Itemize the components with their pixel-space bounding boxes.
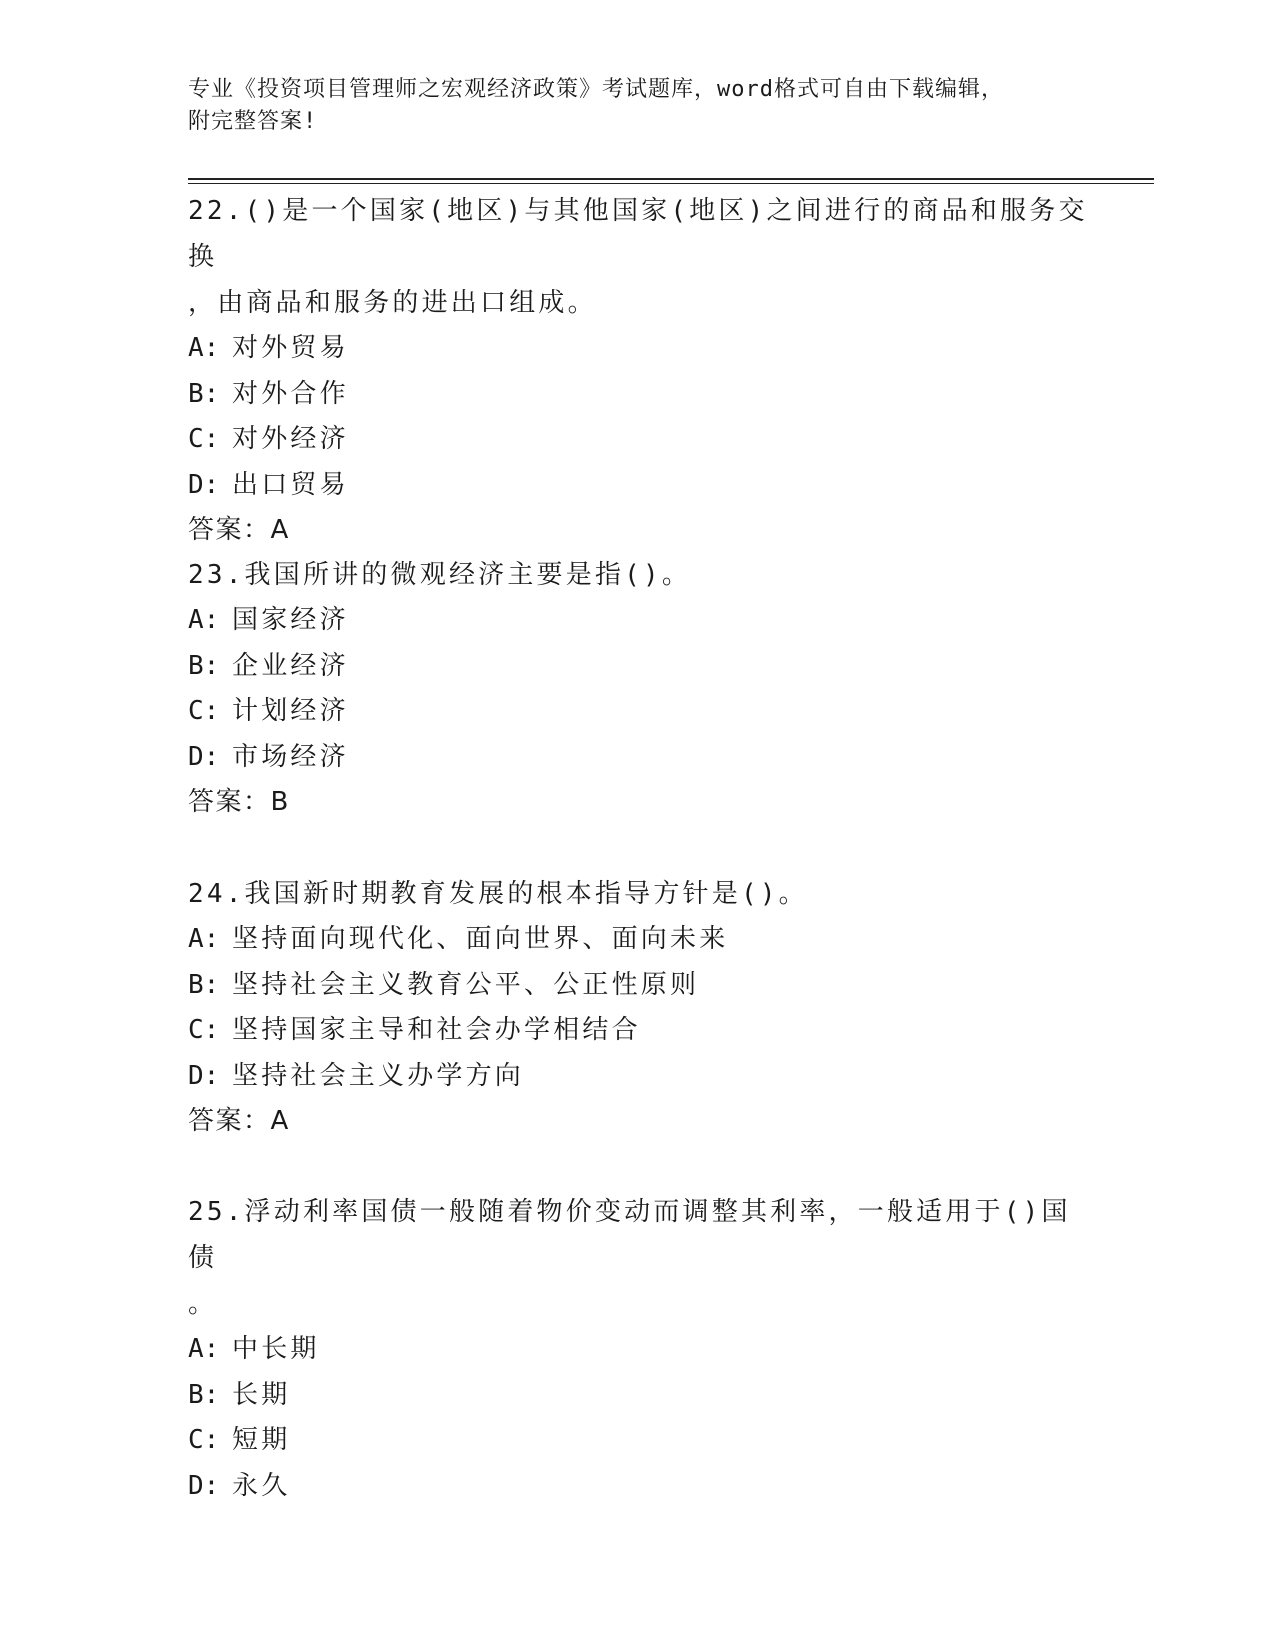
option-d	[188, 463, 1088, 509]
option-c	[188, 689, 1088, 735]
option-letter: B:	[188, 969, 220, 1000]
option-c	[188, 1418, 1088, 1464]
option-b	[188, 644, 1088, 690]
option-text: 坚持国家主导和社会办学相结合	[232, 1015, 641, 1045]
option-text: 国家经济	[232, 605, 349, 635]
option-letter: B:	[188, 1379, 220, 1410]
option-c	[188, 417, 1088, 463]
option-letter: A:	[188, 333, 220, 363]
option-letter: B:	[188, 378, 220, 409]
option-a	[188, 326, 1088, 372]
option-text: 坚持社会主义办学方向	[232, 1060, 525, 1091]
question-stem-continued: 。	[188, 1289, 218, 1319]
option-a	[188, 917, 1088, 963]
option-letter: C:	[188, 1015, 220, 1045]
question-24	[188, 871, 1088, 1145]
option-b	[188, 372, 1088, 418]
option-text: 计划经济	[232, 696, 349, 726]
option-letter: D:	[188, 1060, 220, 1091]
option-text: 中长期	[232, 1334, 320, 1364]
question-stem: 23.我国所讲的微观经济主要是指()。	[188, 560, 692, 590]
option-text: 企业经济	[232, 650, 349, 681]
answer-line: 答案：A	[188, 515, 290, 545]
option-text: 长期	[232, 1379, 291, 1410]
option-text: 永久	[232, 1470, 291, 1501]
option-text: 坚持社会主义教育公平、公正性原则	[232, 969, 700, 1000]
option-letter: D:	[188, 741, 220, 772]
document-header	[188, 74, 1088, 138]
question-25	[188, 1189, 1088, 1509]
option-text: 对外合作	[232, 378, 349, 409]
question-stem: 24.我国新时期教育发展的根本指导方针是()。	[188, 879, 808, 909]
question-stem: 25.浮动利率国债一般随着物价变动而调整其利率，一般适用于()国债	[188, 1197, 1071, 1273]
option-letter: A:	[188, 924, 220, 954]
header-line-2: 附完整答案!	[188, 109, 318, 134]
option-a	[188, 1327, 1088, 1373]
option-letter: C:	[188, 424, 220, 454]
option-d	[188, 1464, 1088, 1510]
question-22	[188, 188, 1088, 554]
answer-line: 答案：B	[188, 787, 290, 817]
option-b	[188, 1373, 1088, 1419]
question-23	[188, 552, 1088, 826]
option-text: 坚持面向现代化、面向世界、面向未来	[232, 924, 729, 954]
option-d	[188, 735, 1088, 781]
header-divider-thin	[188, 183, 1154, 184]
option-letter: A:	[188, 605, 220, 635]
option-letter: D:	[188, 1470, 220, 1501]
option-letter: C:	[188, 696, 220, 726]
option-d	[188, 1054, 1088, 1100]
option-text: 短期	[232, 1425, 291, 1455]
question-stem-continued: ，由商品和服务的进出口组成。	[188, 288, 597, 318]
option-text: 对外贸易	[232, 333, 349, 363]
option-letter: A:	[188, 1334, 220, 1364]
header-divider-thick	[188, 178, 1154, 180]
option-letter: C:	[188, 1425, 220, 1455]
option-c	[188, 1008, 1088, 1054]
option-text: 市场经济	[232, 741, 349, 772]
option-b	[188, 963, 1088, 1009]
option-text: 对外经济	[232, 424, 349, 454]
option-text: 出口贸易	[232, 469, 349, 500]
question-stem: 22.()是一个国家(地区)与其他国家(地区)之间进行的商品和服务交换	[188, 196, 1088, 272]
answer-line: 答案：A	[188, 1106, 290, 1136]
option-letter: D:	[188, 469, 220, 500]
option-letter: B:	[188, 650, 220, 681]
option-a	[188, 598, 1088, 644]
header-line-1: 专业《投资项目管理师之宏观经济政策》考试题库，word格式可自由下载编辑，	[188, 77, 1004, 102]
